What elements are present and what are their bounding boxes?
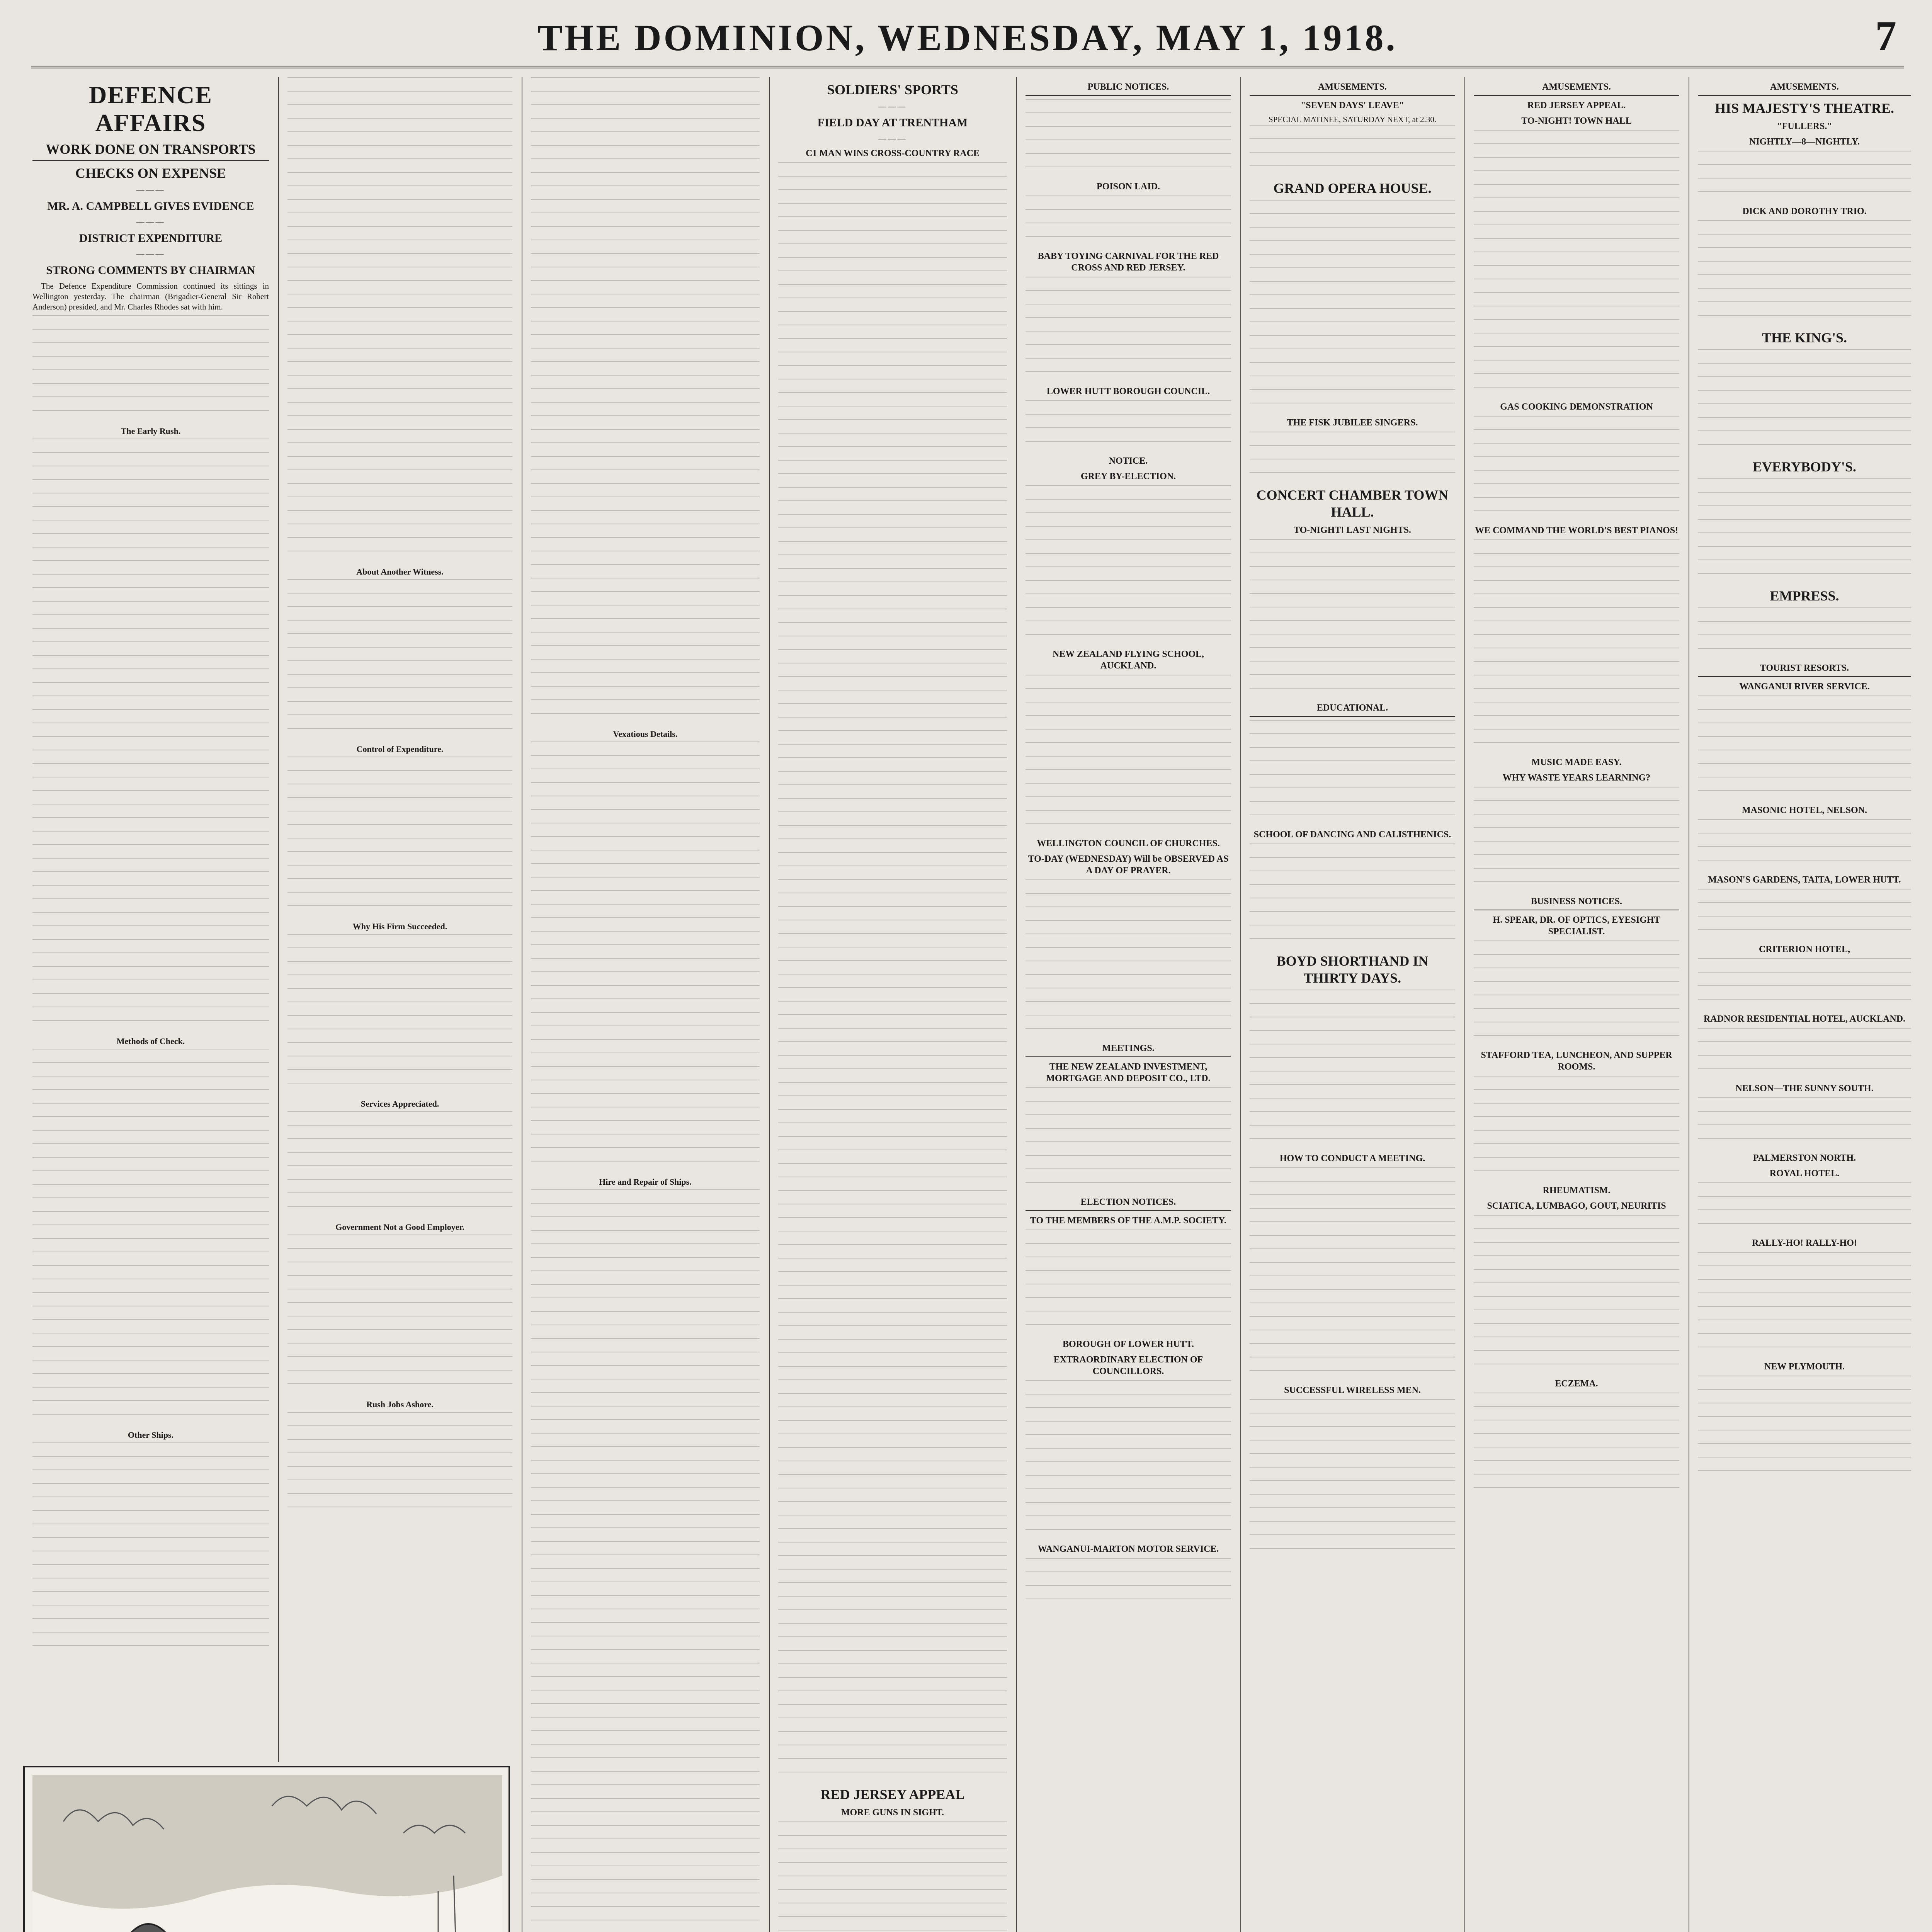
ad-heading: MASON'S GARDENS, TAITA, LOWER HUTT. [1708, 875, 1901, 885]
ad-heading: SUCCESSFUL WIRELESS MEN. [1284, 1385, 1421, 1395]
article-subhead: WORK DONE ON TRANSPORTS [32, 141, 269, 161]
section-heading: Why His Firm Succeeded. [352, 922, 447, 931]
section-heading: MEETINGS. [1026, 1043, 1231, 1057]
section-heading: Vexatious Details. [613, 729, 678, 739]
ad-heading: "SEVEN DAYS' LEAVE" [1300, 100, 1405, 111]
newspaper-title: THE DOMINION, WEDNESDAY, MAY 1, 1918. [537, 17, 1398, 58]
ad-heading: NIGHTLY—8—NIGHTLY. [1749, 137, 1860, 147]
article-subhead: STRONG COMMENTS BY CHAIRMAN [46, 264, 255, 277]
notice-heading: NOTICE. [1109, 456, 1148, 466]
page-number: 7 [1875, 12, 1896, 60]
notice-heading: POISON LAID. [1096, 182, 1160, 192]
ad-heading: ECZEMA. [1555, 1379, 1598, 1389]
ad-heading: CRITERION HOTEL, [1759, 944, 1850, 954]
column-defence-affairs: DEFENCE AFFAIRS WORK DONE ON TRANSPORTS CHECKS ON EXPENSE ——— MR. A. CAMPBELL GIVES EVIDENCE ——— DISTRICT EXPENDITURE ——— STRONG COMMENTS BY CHAIRMAN The Defence Expenditure Commission continued its sittings in Wellington yesterday. The chairman (Brigadier-General Sir Robert Anderson) presided, and Mr. Charles Rhodes sat with him. The Early Rush. Methods of Check. Other Ships. [27, 77, 274, 1762]
column-defence-more [526, 77, 765, 1932]
ad-heading: EMPRESS. [1770, 588, 1839, 604]
ad-heading: SCHOOL OF DANCING AND CALISTHENICS. [1253, 830, 1451, 840]
section-heading: Services Appreciated. [361, 1099, 439, 1109]
article-subhead: MR. A. CAMPBELL GIVES EVIDENCE [47, 200, 254, 213]
section-heading: Hire and Repair of Ships. [599, 1177, 692, 1187]
ad-heading: RHEUMATISM. [1543, 1185, 1611, 1196]
masthead [31, 8, 1904, 68]
children-photographing-illustration [32, 1775, 502, 1932]
section-heading: Other Ships. [128, 1430, 174, 1440]
section-heading: About Another Witness. [356, 567, 444, 577]
column-amusements-2 [1468, 77, 1685, 1932]
ad-heading: TO-NIGHT! LAST NIGHTS. [1294, 525, 1411, 535]
column-soldiers-sports: SOLDIERS' SPORTS ——— FIELD DAY AT TRENTHAM ——— C1 MAN WINS CROSS-COUNTRY RACE RED JERSEY APPEAL MORE GUNS IN SIGHT. [773, 77, 1012, 1932]
article-subhead: C1 MAN WINS CROSS-COUNTRY RACE [806, 148, 980, 158]
ad-heading: WE COMMAND THE WORLD'S BEST PIANOS! [1475, 526, 1679, 536]
ad-heading: RED JERSEY APPEAL. [1527, 100, 1626, 111]
ad-heading: GAS COOKING DEMONSTRATION [1500, 402, 1653, 412]
section-heading: Rush Jobs Ashore. [366, 1400, 434, 1409]
notice-heading: BABY TOYING CARNIVAL FOR THE RED CROSS AND RED JERSEY. [1037, 251, 1219, 273]
ad-heading: THE FISK JUBILEE SINGERS. [1287, 418, 1418, 428]
article-subhead: FIELD DAY AT TRENTHAM [817, 116, 968, 129]
ad-heading: "FULLERS." [1777, 121, 1832, 131]
section-heading: AMUSEMENTS. [1250, 81, 1455, 96]
column-amusements-1 [1244, 77, 1461, 1932]
section-heading: BUSINESS NOTICES. [1474, 896, 1679, 910]
ad-heading: HOW TO CONDUCT A MEETING. [1279, 1153, 1425, 1163]
column-defence-continued [282, 77, 518, 1762]
section-heading: TOURIST RESORTS. [1698, 662, 1911, 677]
notice-heading: LOWER HUTT BOROUGH COUNCIL. [1046, 386, 1210, 396]
notice-heading: NEW ZEALAND FLYING SCHOOL, AUCKLAND. [1052, 649, 1204, 671]
article-headline: DEFENCE AFFAIRS [89, 81, 213, 136]
notice-heading: WANGANUI-MARTON MOTOR SERVICE. [1037, 1544, 1219, 1554]
section-heading: Government Not a Good Employer. [335, 1222, 464, 1232]
ad-heading: RADNOR RESIDENTIAL HOTEL, AUCKLAND. [1703, 1014, 1906, 1024]
article-headline: RED JERSEY APPEAL [820, 1787, 965, 1802]
ad-heading: HIS MAJESTY'S THEATRE. [1715, 100, 1894, 116]
section-heading: PUBLIC NOTICES. [1026, 81, 1231, 96]
ad-heading: CONCERT CHAMBER TOWN HALL. [1256, 487, 1449, 520]
ad-heading: GRAND OPERA HOUSE. [1273, 180, 1432, 196]
ad-heading: MASONIC HOTEL, NELSON. [1742, 805, 1867, 815]
section-heading: ELECTION NOTICES. [1026, 1196, 1231, 1211]
kodak-advertisement [23, 1766, 510, 1932]
ad-heading: THE KING'S. [1762, 330, 1847, 345]
ad-heading: DICK AND DOROTHY TRIO. [1742, 206, 1867, 216]
ad-heading: MUSIC MADE EASY. [1531, 757, 1622, 767]
section-heading: AMUSEMENTS. [1698, 81, 1911, 96]
notice-heading: TO-DAY (WEDNESDAY) Will be OBSERVED AS A DAY OF PRAYER. [1028, 854, 1229, 876]
ad-heading: STAFFORD TEA, LUNCHEON, AND SUPPER ROOMS. [1481, 1050, 1672, 1072]
ad-heading: WHY WASTE YEARS LEARNING? [1502, 773, 1651, 783]
section-heading: EDUCATIONAL. [1250, 702, 1455, 717]
ad-heading: PALMERSTON NORTH. [1753, 1153, 1856, 1163]
section-heading: Methods of Check. [116, 1036, 185, 1046]
ad-heading: RALLY-HO! RALLY-HO! [1752, 1238, 1857, 1248]
notice-heading: TO THE MEMBERS OF THE A.M.P. SOCIETY. [1030, 1216, 1227, 1226]
article-paragraph: The Defence Expenditure Commission continued its sittings in Wellington yesterday. The chairman (Brigadier-General Sir Robert Anderson) presided, and Mr. Charles Rhodes sat with him. [32, 281, 269, 311]
ad-heading: WANGANUI RIVER SERVICE. [1739, 682, 1870, 692]
notice-heading: EXTRAORDINARY ELECTION OF COUNCILLORS. [1053, 1355, 1203, 1376]
section-heading: Control of Expenditure. [356, 744, 444, 754]
section-heading: The Early Rush. [121, 426, 181, 436]
ad-heading: NEW PLYMOUTH. [1764, 1362, 1845, 1372]
ad-text: SPECIAL MATINEE, SATURDAY NEXT, at 2.30. [1268, 115, 1437, 124]
article-subhead: DISTRICT EXPENDITURE [79, 232, 223, 245]
notice-heading: WELLINGTON COUNCIL OF CHURCHES. [1037, 838, 1220, 849]
ad-heading: SCIATICA, LUMBAGO, GOUT, NEURITIS [1487, 1201, 1666, 1211]
column-public-notices [1020, 77, 1236, 1932]
article-subhead: CHECKS ON EXPENSE [75, 165, 226, 181]
ad-heading: NELSON—THE SUNNY SOUTH. [1735, 1083, 1874, 1094]
notice-heading: GREY BY-ELECTION. [1080, 471, 1176, 481]
ad-heading: TO-NIGHT! TOWN HALL [1521, 116, 1632, 126]
ad-heading: H. SPEAR, DR. OF OPTICS, EYESIGHT SPECIALIST. [1493, 915, 1660, 937]
ad-heading: EVERYBODY'S. [1753, 459, 1856, 474]
article-subhead: MORE GUNS IN SIGHT. [841, 1808, 944, 1818]
ad-heading: BOYD SHORTHAND IN THIRTY DAYS. [1276, 953, 1429, 986]
article-headline: SOLDIERS' SPORTS [827, 82, 958, 97]
notice-heading: THE NEW ZEALAND INVESTMENT, MORTGAGE AND DEPOSIT CO., LTD. [1046, 1062, 1211, 1083]
ad-heading: ROYAL HOTEL. [1769, 1168, 1840, 1179]
notice-heading: BOROUGH OF LOWER HUTT. [1062, 1339, 1194, 1349]
column-amusements-3 [1692, 77, 1917, 1932]
section-heading: AMUSEMENTS. [1474, 81, 1679, 96]
